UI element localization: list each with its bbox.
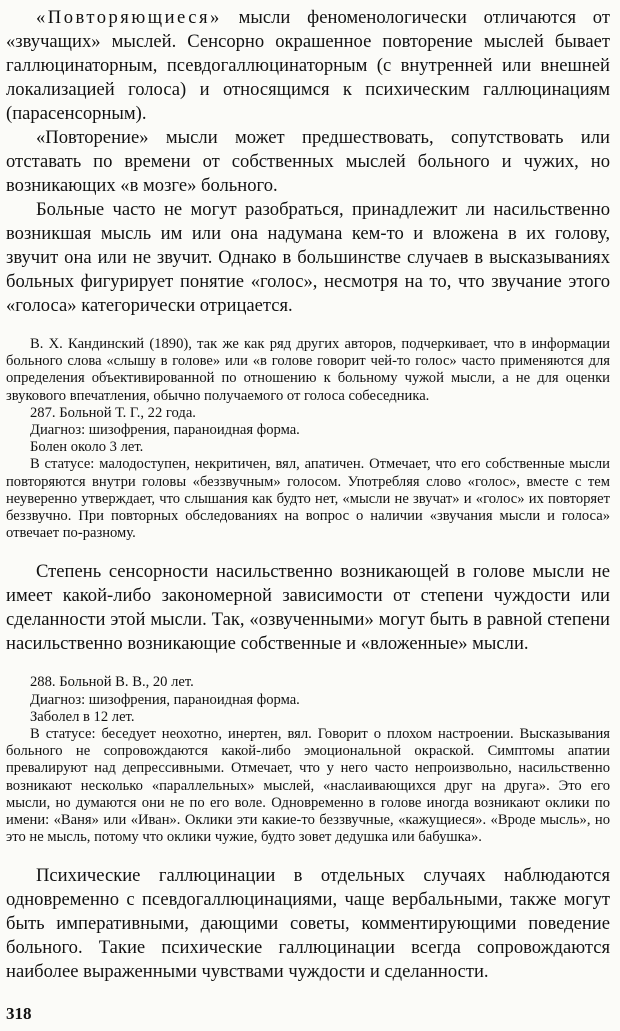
paragraph-voice-concept: Больные часто не могут разобраться, принадлежит ли насильственно возникшая мысль им или она надумана кем-то и вложена в их голову, звучит она или не звучит. Однако в большинстве случаев в высказываниях больных фигурирует понятие «голос», несмотря на то, что звучание этого «голоса» категорически отрицается. [6, 199, 610, 316]
page-number: 318 [6, 1004, 32, 1023]
paragraph-sensory-degree: Степень сенсорности насильственно возникающей в голове мысли не имеет какой-либо закономерной зависимости от степени чуждости или сделанности этой мысли. Так, «озвученными» могут быть в равной степени насильственно возникающие собственные и «вложенные» мысли. [6, 561, 610, 655]
case-status: В статусе: малодоступен, некритичен, вял, апатичен. Отмечает, что его собственные мысли повторяются внутри головы «беззвучным» голосом. Употребляя слово «голос», вместе с тем неуверенно утверждает, что слышания как будто нет, «мысли не звучат» и «голос» их повторяет беззвучно. При повторных обследованиях на вопрос о наличии «звучания мысли и голоса» отвечает по-разному. [6, 456, 610, 542]
spacer [6, 656, 610, 674]
spaced-term: «Повторяющиеся» [36, 7, 222, 28]
case-288 [6, 674, 610, 846]
paragraph-text: мысли феноменологически отличаются от «звучащих» мыслей. Сенсорно окрашенное повторение мыслей бывает галлюцинаторным, псевдогаллюцинаторным (с внутренней или внешней локализацией голоса) и относящимся к психическим галлюцинациям (парасенсорным). [6, 7, 610, 124]
case-diagnosis: Диагноз: шизофрения, параноидная форма. [30, 691, 300, 708]
spacer [6, 542, 610, 560]
spacer [6, 318, 610, 336]
paragraph-kandinsky: В. Х. Кандинский (1890), так же как ряд других авторов, подчеркивает, что в информации больного слова «слышу в голове» или «в голове говорит чей-то голос» часто применяются для определения объективированной по отношению к больному чужой мысли, а не для оценки звукового впечатления, обычно получаемого от голоса собеседника. [6, 336, 610, 404]
case-illness-duration: Заболел в 12 лет. [30, 708, 135, 725]
paragraph-repeating-thoughts [6, 6, 610, 126]
case-illness-duration: Болен около 3 лет. [30, 439, 144, 456]
case-status: В статусе: беседует неохотно, инертен, вял. Говорит о плохом настроении. Высказывания больного не сопровождаются какой-либо эмоциональной окраской. Симптомы апатии превалируют над депрессивными. Отмечает, что у него часто непроизвольно, насильственно возникают несколько «параллельных» мыслей, «наслаивающихся друг на друга». Это его мысли, но думаются они не по его воле. Одновременно в голове иногда возникают оклики по имени: «Ваня» или «Иван». Оклики эти какие-то беззвучные, «кажущиеся». «Вроде мысль», но это не мысль, потому что оклики чужие, будто зовет дедушка или бабушка». [6, 726, 610, 846]
case-287 [6, 405, 610, 543]
paragraph-repetition: «Повторение» мысли может предшествовать, сопутствовать или отставать по времени от собственных мыслей больного и чужих, но возникающих «в мозге» больного. [6, 127, 610, 196]
case-title: 288. Больной В. В., 20 лет. [30, 674, 194, 691]
paragraph-psychic-hallucinations: Психические галлюцинации в отдельных случаях наблюдаются одновременно с псевдогаллюцинациями, чаще вербальными, также могут быть императивными, дающими советы, комментирующими поведение больного. Такие психические галлюцинации всегда сопровождаются наиболее выраженными чувствами чуждости и сделанности. [6, 865, 610, 983]
case-title: 287. Больной Т. Г., 22 года. [30, 404, 196, 421]
spacer [6, 846, 610, 864]
case-diagnosis: Диагноз: шизофрения, параноидная форма. [30, 422, 300, 439]
